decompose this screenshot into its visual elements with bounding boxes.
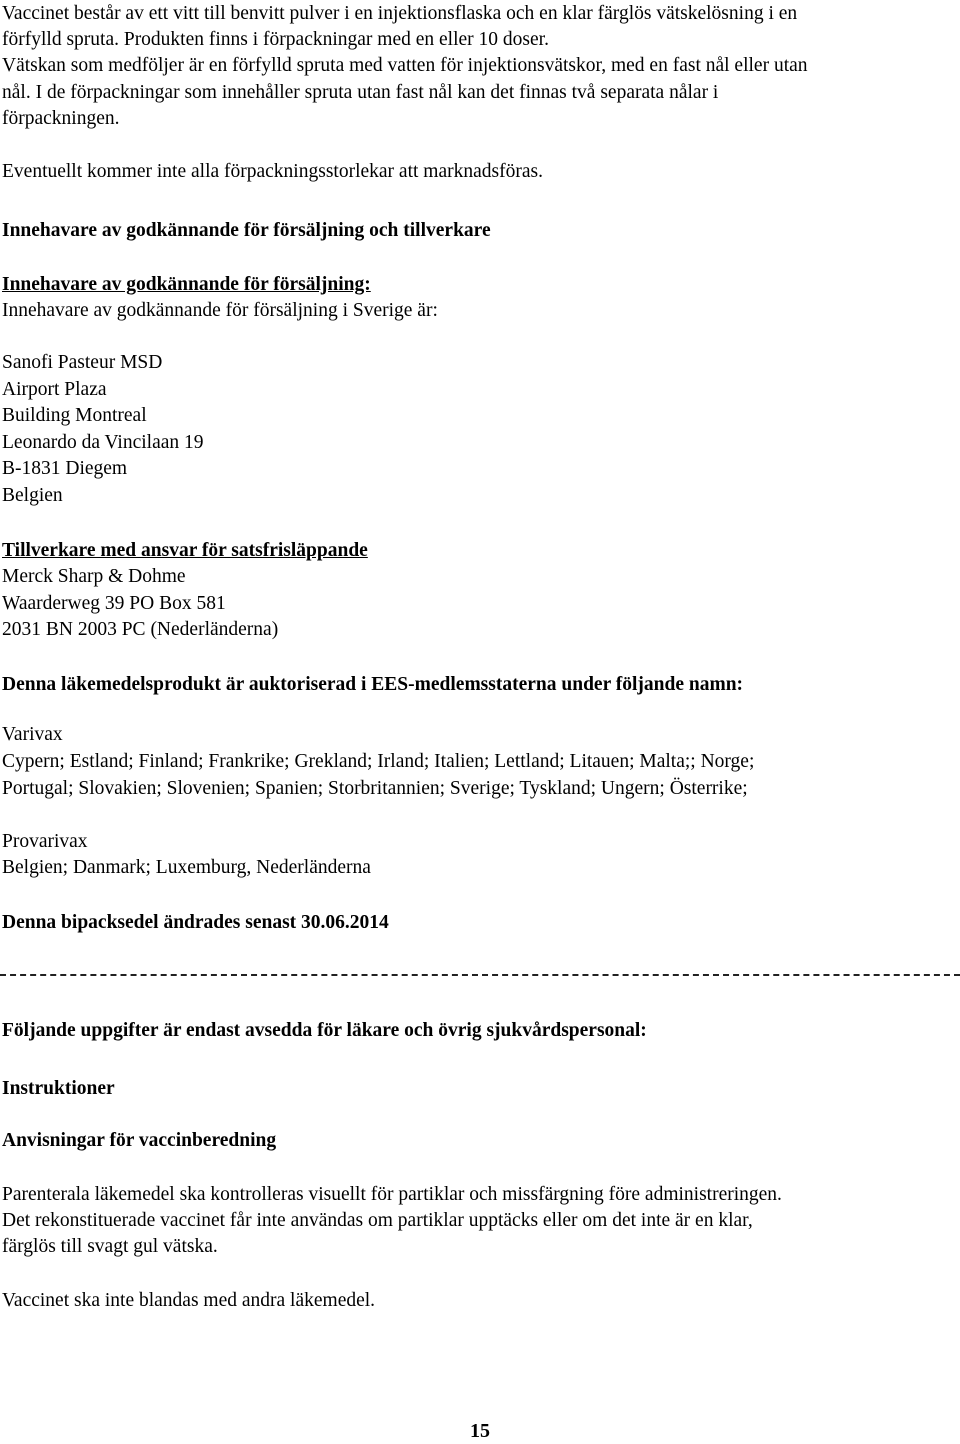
mah-address-line: B-1831 Diegem bbox=[2, 458, 128, 479]
mah-heading: Innehavare av godkännande för försäljning: bbox=[2, 274, 371, 295]
prep-line: färglös till svagt gul vätska. bbox=[2, 1236, 218, 1257]
packaging-line: Vaccinet består av ett vitt till benvitt pulver i en injektionsflaska och en klar färglös vätskelösning i en bbox=[2, 3, 798, 24]
manufacturer-address-line: Merck Sharp & Dohme bbox=[2, 566, 186, 587]
manufacturer-heading: Tillverkare med ansvar för satsfrisläppande bbox=[2, 540, 368, 561]
instructions-heading: Instruktioner bbox=[2, 1078, 115, 1099]
no-mix-note: Vaccinet ska inte blandas med andra läkemedel. bbox=[2, 1290, 376, 1311]
mah-address-line: Sanofi Pasteur MSD bbox=[2, 352, 163, 373]
manufacturer-address-line: Waarderweg 39 PO Box 581 bbox=[2, 593, 226, 614]
mah-address-line: Leonardo da Vincilaan 19 bbox=[2, 432, 204, 453]
mah-intro: Innehavare av godkännande för försäljning i Sverige är: bbox=[2, 300, 438, 321]
provarivax-name: Provarivax bbox=[2, 831, 88, 852]
mah-address-line: Belgien bbox=[2, 485, 63, 506]
mah-address-line: Building Montreal bbox=[2, 405, 147, 426]
prep-line: Parenterala läkemedel ska kontrolleras visuellt för partiklar och missfärgning före administreringen. bbox=[2, 1184, 782, 1205]
packaging-note: Eventuellt kommer inte alla förpackningsstorlekar att marknadsföras. bbox=[2, 161, 543, 182]
packaging-line: förpackningen. bbox=[2, 108, 120, 129]
varivax-countries: Cypern; Estland; Finland; Frankrike; Grekland; Irland; Italien; Lettland; Litauen; Malta;; Norge; bbox=[2, 751, 755, 772]
page-number: 15 bbox=[470, 1420, 490, 1442]
prep-line: Det rekonstituerade vaccinet får inte användas om partiklar upptäcks eller om det inte är en klar, bbox=[2, 1210, 753, 1231]
prep-heading: Anvisningar för vaccinberedning bbox=[2, 1130, 277, 1151]
varivax-countries: Portugal; Slovakien; Slovenien; Spanien; Storbritannien; Sverige; Tyskland; Ungern; Österrike; bbox=[2, 778, 748, 799]
manufacturer-address-line: 2031 BN 2003 PC (Nederländerna) bbox=[2, 619, 279, 640]
holder-heading: Innehavare av godkännande för försäljning och tillverkare bbox=[2, 220, 491, 241]
revision-date: Denna bipacksedel ändrades senast 30.06.2014 bbox=[2, 912, 389, 933]
mah-address-line: Airport Plaza bbox=[2, 379, 107, 400]
names-heading: Denna läkemedelsprodukt är auktoriserad i EES-medlemsstaterna under följande namn: bbox=[2, 674, 744, 695]
packaging-line: förfylld spruta. Produkten finns i förpackningar med en eller 10 doser. bbox=[2, 29, 549, 50]
professionals-heading: Följande uppgifter är endast avsedda för läkare och övrig sjukvårdspersonal: bbox=[2, 1020, 647, 1041]
provarivax-countries: Belgien; Danmark; Luxemburg, Nederländerna bbox=[2, 857, 371, 878]
varivax-name: Varivax bbox=[2, 724, 63, 745]
dashed-divider bbox=[0, 974, 960, 976]
packaging-line: nål. I de förpackningar som innehåller spruta utan fast nål kan det finnas två separata nålar i bbox=[2, 82, 719, 103]
packaging-line: Vätskan som medföljer är en förfylld spruta med vatten för injektionsvätskor, med en fast nål eller utan bbox=[2, 55, 808, 76]
